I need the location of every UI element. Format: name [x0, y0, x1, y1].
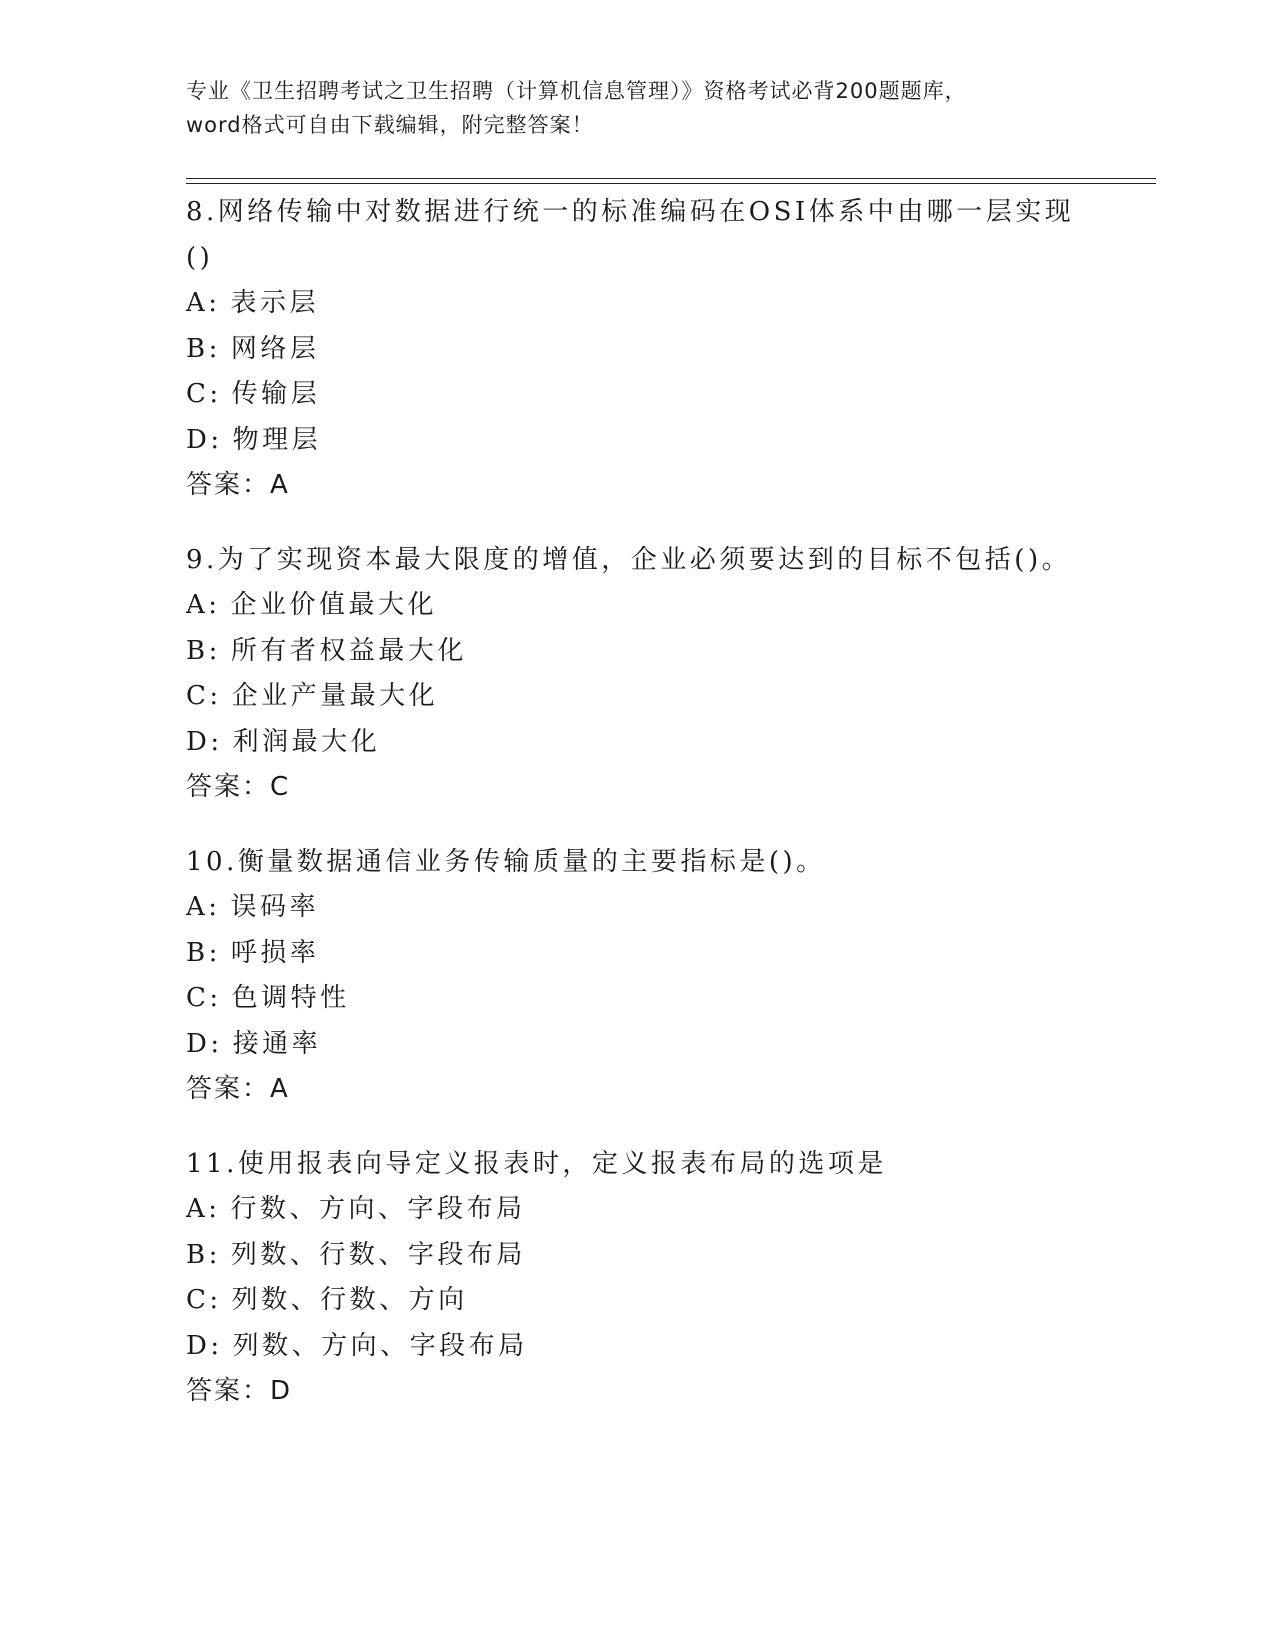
question-8 [186, 190, 1156, 509]
option-b [186, 1233, 1156, 1279]
option-text: 列数、行数、字段布局 [230, 1239, 526, 1270]
option-letter: B: [186, 333, 221, 364]
option-text: 表示层 [230, 288, 320, 318]
option-text: 接通率 [232, 1028, 322, 1059]
question-9 [186, 538, 1156, 811]
option-d [186, 1324, 1156, 1370]
header-divider-bottom [186, 183, 1156, 184]
option-a [186, 1187, 1156, 1233]
option-letter: B: [186, 635, 221, 666]
question-stem [186, 1142, 1156, 1188]
option-letter: A: [186, 892, 221, 922]
option-text: 列数、行数、方向 [231, 1285, 468, 1315]
question-stem [186, 840, 1156, 886]
option-text: 所有者权益最大化 [230, 635, 467, 666]
question-stem-text: 10.衡量数据通信业务传输质量的主要指标是()。 [186, 846, 826, 877]
option-a [186, 281, 1156, 327]
option-text: 企业产量最大化 [231, 681, 439, 711]
document-header [186, 74, 1106, 142]
option-d [186, 720, 1156, 766]
answer-line: 答案：A [186, 470, 290, 500]
option-letter: C: [186, 1285, 222, 1315]
option-c [186, 1278, 1156, 1324]
option-letter: C: [186, 983, 222, 1013]
option-d [186, 1022, 1156, 1068]
question-stem-text: 8.网络传输中对数据进行统一的标准编码在OSI体系中由哪一层实现 [186, 197, 1075, 227]
option-text: 物理层 [232, 424, 322, 455]
option-text: 利润最大化 [232, 726, 381, 757]
option-letter: D: [186, 726, 223, 757]
option-c [186, 976, 1156, 1022]
option-c [186, 674, 1156, 720]
question-stem-text: 9.为了实现资本最大限度的增值，企业必须要达到的目标不包括()。 [186, 544, 1072, 575]
option-b [186, 931, 1156, 977]
option-text: 传输层 [231, 379, 321, 409]
question-stem-continuation: () [186, 242, 214, 273]
option-letter: C: [186, 681, 222, 711]
option-text: 网络层 [230, 333, 320, 364]
question-stem-text: 11.使用报表向导定义报表时，定义报表布局的选项是 [186, 1148, 887, 1179]
option-letter: A: [186, 1194, 221, 1224]
option-letter: B: [186, 1239, 221, 1270]
option-letter: D: [186, 424, 223, 455]
header-line-1: 专业《卫生招聘考试之卫生招聘（计算机信息管理）》资格考试必背200题题库， [186, 79, 967, 103]
option-d [186, 418, 1156, 464]
option-text: 色调特性 [231, 983, 350, 1013]
option-text: 误码率 [230, 892, 320, 922]
option-letter: C: [186, 379, 222, 409]
header-divider-top [186, 178, 1156, 179]
option-letter: A: [186, 288, 221, 318]
option-a [186, 583, 1156, 629]
option-text: 呼损率 [230, 937, 320, 968]
header-line-2: word格式可自由下载编辑，附完整答案！ [186, 113, 594, 137]
option-letter: D: [186, 1028, 223, 1059]
question-list [186, 190, 1156, 1444]
option-b [186, 327, 1156, 373]
answer-line: 答案：A [186, 1074, 290, 1104]
option-letter: A: [186, 590, 221, 620]
question-stem [186, 538, 1156, 584]
option-a [186, 885, 1156, 931]
answer-line: 答案：C [186, 772, 291, 802]
question-11 [186, 1142, 1156, 1415]
option-text: 列数、方向、字段布局 [232, 1330, 528, 1361]
option-c [186, 372, 1156, 418]
answer-line: 答案：D [186, 1376, 293, 1406]
question-stem [186, 190, 1156, 281]
option-letter: D: [186, 1330, 223, 1361]
question-10 [186, 840, 1156, 1113]
option-b [186, 629, 1156, 675]
option-text: 企业价值最大化 [230, 590, 438, 620]
option-text: 行数、方向、字段布局 [230, 1194, 526, 1224]
option-letter: B: [186, 937, 221, 968]
